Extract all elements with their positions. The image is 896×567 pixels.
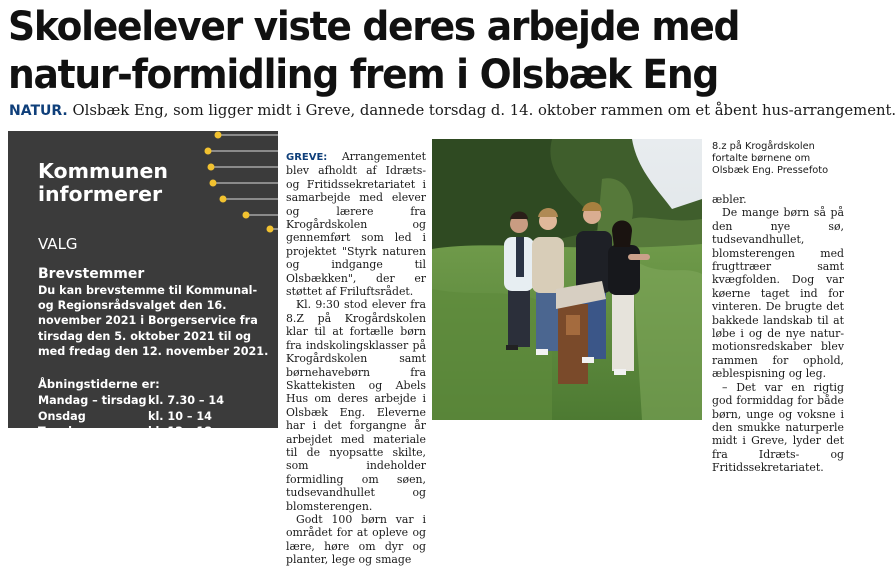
photo-caption: 8.z på Krogårdskolen fortalte børnene om Olsbæk Eng. Pressefoto (712, 141, 829, 176)
infobox-title: Kommunen informerer (38, 159, 169, 206)
headline: Skoleelever viste deres arbejde med natur-formidling frem i Olsbæk Eng (8, 2, 740, 98)
infobox-body: Du kan brevstemme til Kommunal- og Regionsrådsvalget den 16. november 2021 i Borgerservice fra tirsdag den 5. oktober 2021 til og med fredag den 12. november 2021. (38, 284, 269, 358)
paragraph: De mange børn så på den nye sø, tudsevandhullet, blomsterengen med frugttræer samt kvægfolden. Dog var køerne taget ind for vinteren. De brugte det bakkede landskab til at løbe i og de nye natur-motionsredskaber blev rammen for ophold, æblespisning og leg. (712, 206, 844, 381)
paragraph-text: Arrangementet blev afholdt af Idræts- og Fritidssekretariatet i samarbejde med elever og lærere fra Krogårdskolen og gennemført som led i projektet "Styrk naturen og indgange til Olsbækken", der er støttet af Friluftsrådet. (286, 150, 426, 299)
article-column-1 (286, 150, 426, 567)
paragraph: Godt 100 børn var i området for at opleve og lære, høre om dyr og planter, lege og smage (286, 512, 426, 567)
article-column-3 (712, 193, 844, 475)
hours-time: kl. 7.30 – 14 (148, 394, 224, 407)
municipality-info-box (8, 131, 278, 438)
paragraph: æbler. (712, 193, 747, 206)
hours-time: kl. 12 – 18 (148, 425, 212, 438)
location-tag: GREVE: (286, 152, 328, 163)
hours-heading: Åbningstiderne er: (38, 377, 160, 391)
hours-row (38, 424, 274, 440)
kicker: NATUR. (9, 103, 68, 119)
lead-paragraph (9, 101, 896, 121)
lead-text: Olsbæk Eng, som ligger midt i Greve, dannede torsdag d. 14. oktober rammen om et åbent hus-arrangement. (72, 102, 896, 119)
hours-day: Torsdag (38, 425, 88, 438)
hours-day: Mandag – tirsdag (38, 394, 147, 407)
paragraph (286, 150, 426, 298)
paragraph: – Det var en rigtig god formiddag for både børn, unge og voksne i den smukke naturperle midt i Greve, lyder det fra Idræts- og Fritidssekretariatet. (712, 380, 844, 475)
hours-time: kl. 10 – 14 (148, 409, 212, 423)
paragraph: Kl. 9:30 stod elever fra 8.Z på Krogårdskolen klar til at fortælle børn fra indskolingsklasser på Krogårdskolen samt børnehavebørn fra Skattekisten og Abels Hus om deres arbejde i Olsbæk Eng. Eleverne har i det forgangne år arbejdet med materiale til de nyopsatte skilte, som indeholder formidling om søen, tudsevandhullet og blomsterengen. (286, 298, 426, 513)
hours-row (38, 393, 274, 409)
hours-row (38, 409, 274, 425)
hours-day: Onsdag (38, 409, 86, 423)
infobox-subhead: Brevstemmer (38, 266, 145, 282)
infobox-section: VALG (38, 235, 78, 253)
hours-table (38, 393, 274, 440)
article-photo (432, 139, 702, 420)
